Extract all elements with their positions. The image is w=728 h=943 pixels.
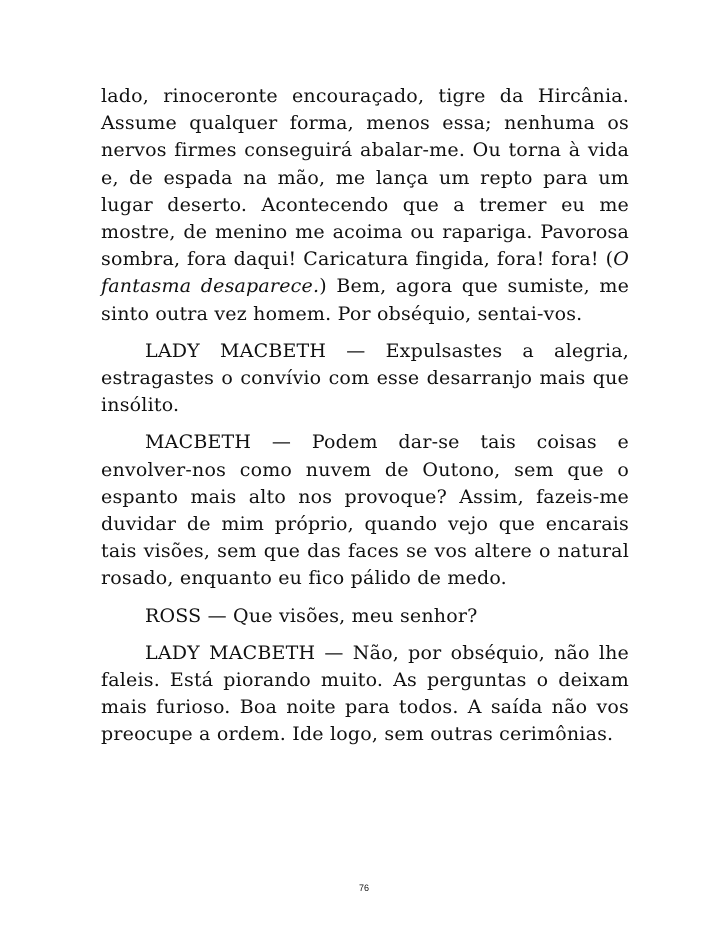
paragraph-macbeth: MACBETH — Podem dar-se tais coisas e envolver-nos como nuvem de Outono, sem que o espanto mais alto nos provoque? Assim, fazeis-me duvidar de mim próprio, quando vejo que encarais tais visões, sem que das faces se vos altere o natural rosado, enquanto eu fico pálido de medo. <box>101 431 629 590</box>
speech-text: lado, rinoceronte encouraçado, tigre da Hircânia. Assume qualquer forma, menos essa; nenhuma os nervos firmes conseguirá abalar-me. Ou torna à vida e, de espada na mão, me lança um repto para um lugar deserto. Acontecendo que a tremer eu me mostre, de menino me acoima ou rapariga. Pavorosa sombra, fora daqui! Caricatura fingida, fora! fora! ( <box>101 85 629 271</box>
page-number: 76 <box>358 883 369 893</box>
paragraph-macbeth-speech-continued <box>101 83 629 328</box>
speech-text: ) Bem, agora que sumiste, me sinto outra vez homem. Por obséquio, sentai-vos. <box>101 275 630 325</box>
stage-direction: O fantasma desaparece. <box>101 248 629 298</box>
body-text <box>101 83 629 749</box>
paragraph-ross: ROSS — Que visões, meu senhor? <box>145 604 478 627</box>
paragraph-lady-macbeth-1: LADY MACBETH — Expulsastes a alegria, estragastes o convívio com esse desarranjo mais que insólito. <box>101 339 629 417</box>
paragraph-lady-macbeth-2: LADY MACBETH — Não, por obséquio, não lhe faleis. Está piorando muito. As perguntas o deixam mais furioso. Boa noite para todos. A saída não vos preocupe a ordem. Ide logo, sem outras cerimônias. <box>101 641 629 746</box>
